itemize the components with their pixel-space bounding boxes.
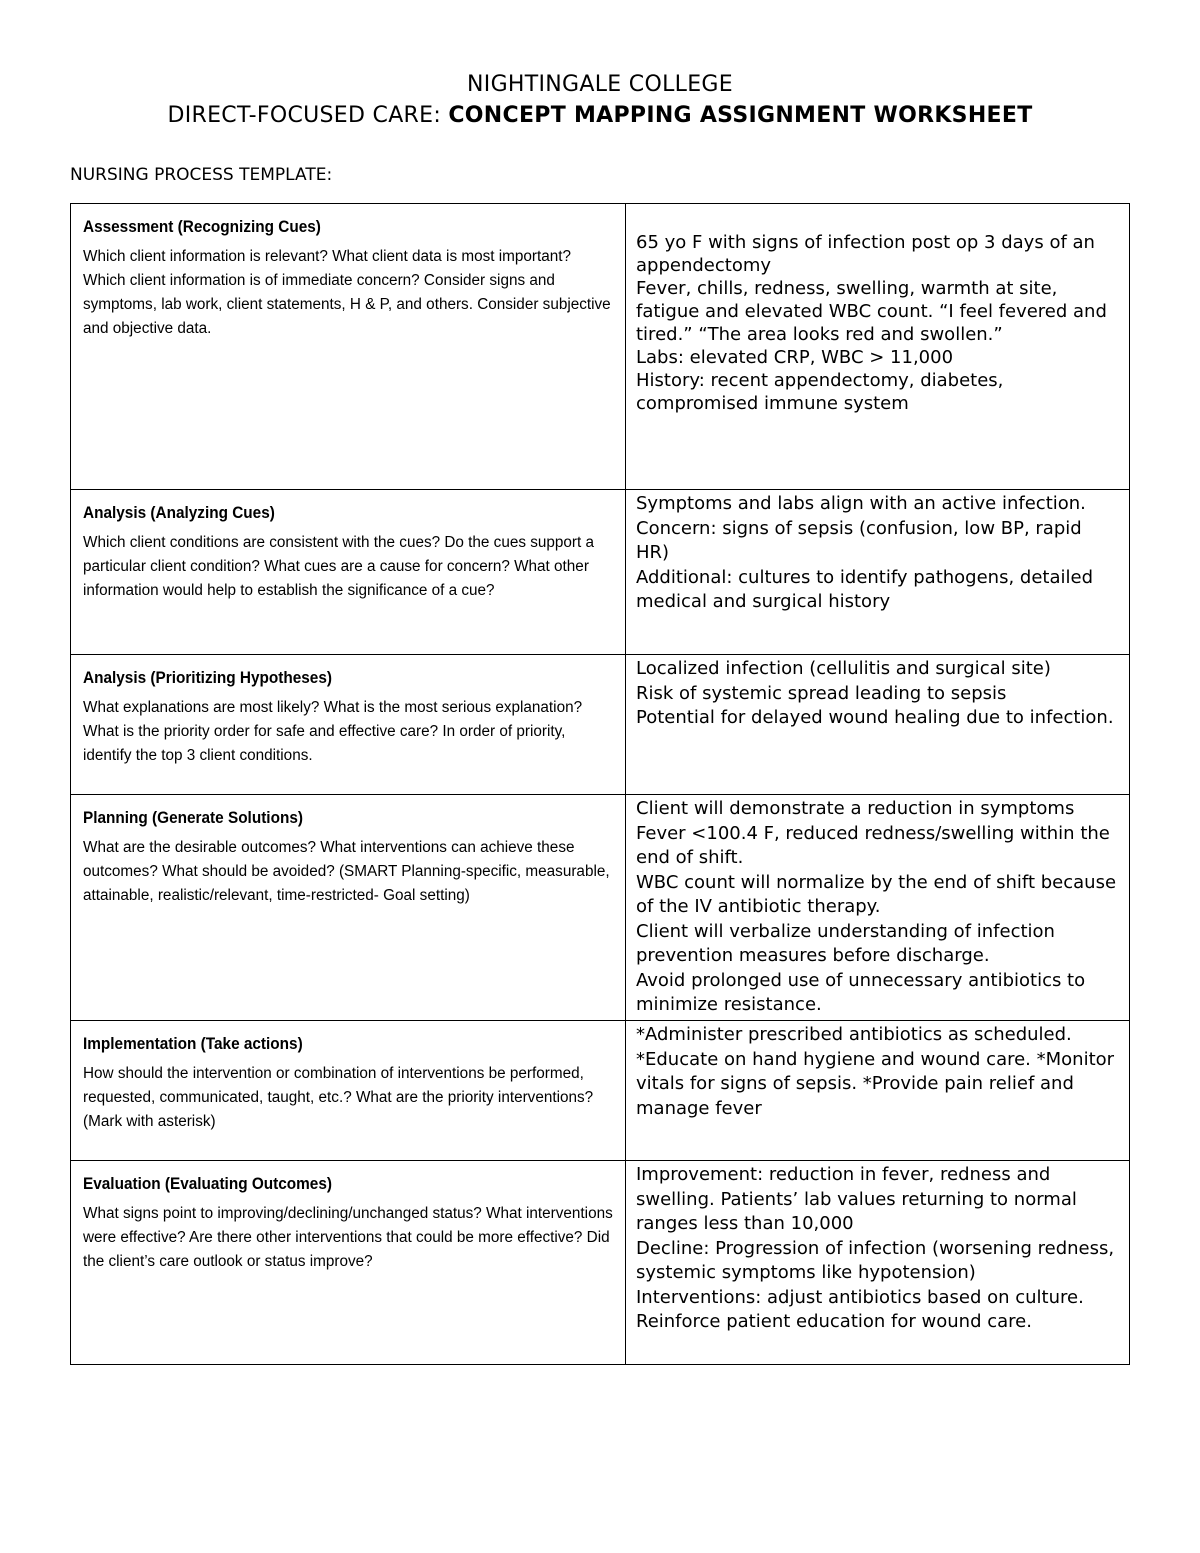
answer-line: Risk of systemic spread leading to sepsis bbox=[636, 682, 1007, 704]
college-name: NIGHTINGALE COLLEGE bbox=[467, 72, 733, 97]
answer-line: Improvement: reduction in fever, redness and swelling. Patients’ lab values returning to normal ranges less than 10,000 bbox=[636, 1164, 1077, 1234]
implementation-prompt-cell bbox=[71, 1021, 626, 1161]
table-row bbox=[71, 490, 1130, 655]
answer-line: Avoid prolonged use of unnecessary antibiotics to minimize resistance. bbox=[636, 969, 1086, 1015]
row-prompt: What are the desirable outcomes? What interventions can achieve these outcomes? What should be avoided? (SMART Planning-specific, measurable, attainable, realistic/relevant, time-restricted- Goal setting) bbox=[83, 839, 610, 904]
planning-answer-cell[interactable] bbox=[626, 795, 1130, 1021]
implementation-answer-cell[interactable] bbox=[626, 1021, 1130, 1161]
answer-line: Localized infection (cellulitis and surgical site) bbox=[636, 658, 1051, 679]
prioritizing-prompt-cell bbox=[71, 655, 626, 795]
table-row bbox=[71, 1161, 1130, 1365]
row-label: Planning (Generate Solutions) bbox=[83, 809, 303, 827]
table-row bbox=[71, 655, 1130, 795]
answer-line: Fever, chills, redness, swelling, warmth at site, fatigue and elevated WBC count. “I feel fevered and tired.” “The area looks red and swollen.” bbox=[636, 278, 1107, 345]
evaluation-prompt-cell bbox=[71, 1161, 626, 1365]
prioritizing-answer-cell[interactable] bbox=[626, 655, 1130, 795]
row-prompt: What explanations are most likely? What is the most serious explanation? What is the priority order for safe and effective care? In order of priority, identify the top 3 client conditions. bbox=[83, 699, 583, 764]
row-prompt: Which client conditions are consistent with the cues? Do the cues support a particular client condition? What cues are a cause for concern? What other information would help to establish the significance of a cue? bbox=[83, 534, 595, 599]
answer-line: Additional: cultures to identify pathogens, detailed medical and surgical history bbox=[636, 566, 1094, 612]
answer-line: WBC count will normalize by the end of shift because of the IV antibiotic therapy. bbox=[636, 871, 1117, 917]
assessment-answer-cell[interactable] bbox=[626, 204, 1130, 490]
title-bold: CONCEPT MAPPING ASSIGNMENT WORKSHEET bbox=[448, 103, 1033, 128]
analyzing-cues-answer-cell[interactable] bbox=[626, 490, 1130, 655]
answer-line: Potential for delayed wound healing due to infection. bbox=[636, 707, 1114, 728]
answer-line: Client will demonstrate a reduction in symptoms Fever <100.4 F, reduced redness/swelling within the end of shift. bbox=[636, 798, 1110, 868]
row-label: Evaluation (Evaluating Outcomes) bbox=[83, 1175, 332, 1193]
answer-line: Symptoms and labs align with an active infection. bbox=[636, 493, 1086, 514]
worksheet-title bbox=[0, 103, 1200, 128]
planning-prompt-cell bbox=[71, 795, 626, 1021]
row-label: Assessment (Recognizing Cues) bbox=[83, 218, 321, 236]
row-prompt: How should the intervention or combination of interventions be performed, requested, communicated, taught, etc.? What are the priority interventions? (Mark with asterisk) bbox=[83, 1065, 594, 1130]
answer-line: Interventions: adjust antibiotics based on culture. Reinforce patient education for wound care. bbox=[636, 1286, 1084, 1332]
answer-line: History: recent appendectomy, diabetes, compromised immune system bbox=[636, 370, 1004, 414]
answer-line: Concern: signs of sepsis (confusion, low BP, rapid HR) bbox=[636, 517, 1082, 563]
answer-line: *Administer prescribed antibiotics as scheduled. *Educate on hand hygiene and wound care. *Monitor vitals for signs of sepsis. *Provide pain relief and manage fever bbox=[636, 1024, 1115, 1119]
table-row bbox=[71, 1021, 1130, 1161]
answer-line: Client will verbalize understanding of infection prevention measures before discharge. bbox=[636, 920, 1055, 966]
answer-line: Labs: elevated CRP, WBC > 11,000 bbox=[636, 347, 954, 368]
answer-line: Decline: Progression of infection (worsening redness, systemic symptoms like hypotension) bbox=[636, 1237, 1115, 1283]
analyzing-cues-prompt-cell bbox=[71, 490, 626, 655]
row-label: Analysis (Analyzing Cues) bbox=[83, 504, 275, 522]
table-row bbox=[71, 795, 1130, 1021]
template-label: NURSING PROCESS TEMPLATE: bbox=[70, 165, 333, 185]
row-prompt: What signs point to improving/declining/unchanged status? What interventions were effective? Are there other interventions that could be more effective? Did the client’s care outlook or status improve? bbox=[83, 1205, 613, 1270]
row-label: Implementation (Take actions) bbox=[83, 1035, 303, 1053]
answer-line: 65 yo F with signs of infection post op 3 days of an appendectomy bbox=[636, 232, 1095, 276]
assessment-prompt-cell bbox=[71, 204, 626, 490]
row-label: Analysis (Prioritizing Hypotheses) bbox=[83, 669, 332, 687]
title-prefix: DIRECT-FOCUSED CARE: bbox=[167, 103, 449, 128]
row-prompt: Which client information is relevant? What client data is most important? Which client information is of immediate concern? Consider signs and symptoms, lab work, client statements, H & P, and others. Consider subjective and objective data. bbox=[83, 248, 611, 337]
table-row bbox=[71, 204, 1130, 490]
evaluation-answer-cell[interactable] bbox=[626, 1161, 1130, 1365]
nursing-process-table bbox=[70, 203, 1130, 1365]
